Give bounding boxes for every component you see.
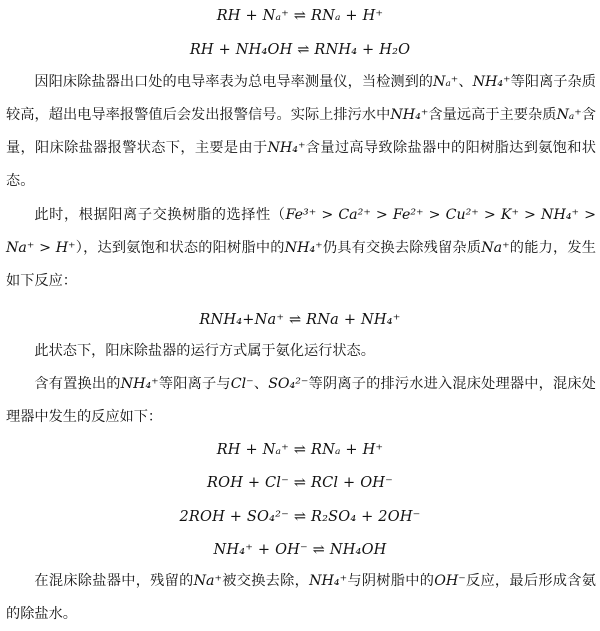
formula-nh4: NH₄⁺ bbox=[267, 140, 306, 156]
paragraph-2 bbox=[6, 199, 596, 298]
formula-nh4: NH₄⁺ bbox=[472, 74, 511, 90]
para1-text-2: 、 bbox=[458, 74, 473, 90]
equation-3: RNH₄+Na⁺ ⇌ RNa + NH₄⁺ bbox=[199, 312, 401, 328]
para2-text-1: 此时，根据阳离子交换树脂的选择性（ bbox=[34, 207, 286, 223]
para1-text-5: 含量，阳床除盐器报警状态下，主要是由于 bbox=[6, 107, 596, 156]
para4-text-2: 等阳离子与 bbox=[158, 376, 231, 392]
equation-4: RH + Nₐ⁺ ⇌ RNₐ + H⁺ bbox=[216, 442, 384, 458]
paragraph-3 bbox=[6, 335, 596, 368]
formula-nh4: NH₄⁺ bbox=[390, 107, 429, 123]
formula-so4: SO₄²⁻ bbox=[268, 376, 309, 392]
para2-text-4: 的能力，发生如下反应： bbox=[6, 240, 596, 289]
para4-text-1: 含有置换出的 bbox=[34, 376, 121, 392]
para1-text-1: 因阳床除盐器出口处的电导率表为总电导率测量仪，当检测到的 bbox=[34, 74, 434, 90]
formula-nh4: NH₄⁺ bbox=[284, 240, 323, 256]
para1-text-6: 含量过高导致除盐器中的阳树脂达到氨饱和状态。 bbox=[6, 140, 596, 189]
para5-text-3: 与阴树脂中的 bbox=[347, 573, 435, 589]
paragraph-4 bbox=[6, 368, 596, 434]
equation-1: RH + Nₐ⁺ ⇌ RNₐ + H⁺ bbox=[216, 8, 384, 24]
equation-6: 2ROH + SO₄²⁻ ⇌ R₂SO₄ + 2OH⁻ bbox=[179, 509, 421, 525]
formula-na-a: Nₐ⁺ bbox=[556, 107, 582, 123]
para2-text-2: ），达到氨饱和状态的阳树脂中的 bbox=[75, 240, 285, 256]
formula-oh: OH⁻ bbox=[434, 573, 466, 589]
equation-2: RH + NH₄OH ⇌ RNH₄ + H₂O bbox=[189, 42, 411, 58]
formula-na-a: Nₐ⁺ bbox=[433, 74, 459, 90]
para1-text-3: 等阳离子杂质较高，超出电导率报警值后会发出报警信号。实际上排污水中 bbox=[6, 74, 596, 123]
formula-cl: Cl⁻ bbox=[230, 376, 254, 392]
formula-na: Na⁺ bbox=[481, 240, 510, 256]
formula-nh4: NH₄⁺ bbox=[309, 573, 348, 589]
para1-text-4: 含量远高于主要杂质 bbox=[428, 107, 557, 123]
formula-na: Na⁺ bbox=[193, 573, 222, 589]
formula-nh4: NH₄⁺ bbox=[120, 376, 159, 392]
equation-5: ROH + Cl⁻ ⇌ RCl + OH⁻ bbox=[207, 475, 393, 491]
paragraph-1 bbox=[6, 66, 596, 198]
paragraph-5 bbox=[6, 565, 596, 631]
para5-text-1: 在混床除盐器中，残留的 bbox=[34, 573, 194, 589]
para4-text-4: 等阴离子的排污水进入混床处理器中，混床处理器中发生的反应如下： bbox=[6, 376, 596, 425]
para3-text-1: 此状态下，阳床除盐器的运行方式属于氨化运行状态。 bbox=[34, 343, 375, 359]
equation-7: NH₄⁺ + OH⁻ ⇌ NH₄OH bbox=[213, 542, 387, 558]
para4-text-3: 、 bbox=[253, 376, 269, 392]
formula-selectivity: Fe³⁺ > Ca²⁺ > Fe²⁺ > Cu²⁺ > K⁺ > NH₄⁺ > Na⁺ > H⁺ bbox=[6, 207, 596, 256]
para5-text-4: 反应，最后形成含氨的除盐水。 bbox=[6, 573, 596, 622]
para2-text-3: 仍具有交换去除残留杂质 bbox=[322, 240, 482, 256]
para5-text-2: 被交换去除， bbox=[221, 573, 310, 589]
